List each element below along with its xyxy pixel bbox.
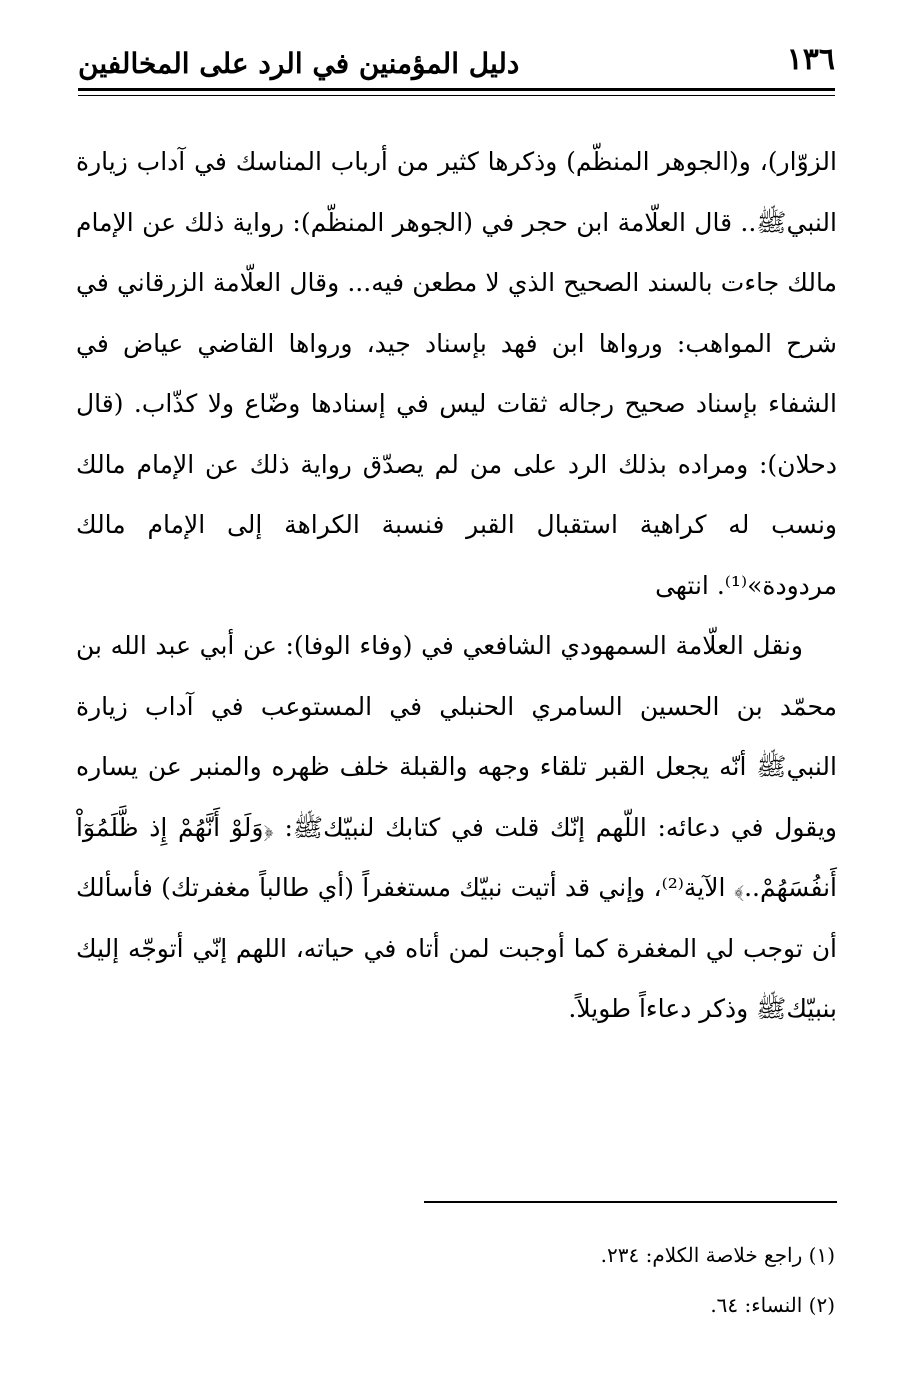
page-number: ١٣٦ (786, 42, 835, 77)
footnote-separator (424, 1201, 837, 1203)
header-rule (78, 88, 835, 91)
paragraph-2 (76, 616, 837, 1040)
header-rule-thin (78, 95, 835, 96)
footnotes (78, 1230, 835, 1330)
footnote-1: (١) راجع خلاصة الكلام: ٢٣٤. (600, 1243, 835, 1267)
page-header (78, 38, 835, 86)
paragraph-1: الزوّار)، و(الجوهر المنظّم) وذكرها كثير من أرباب المناسك في آداب زيارة النبيﷺ.. قال العلّامة ابن حجر في (الجوهر المنظّم): رواية ذلك عن الإمام مالك جاءت بالسند الصحيح الذي لا مطعن فيه... وقال العلّامة الزرقاني في شرح المواهب: ورواها ابن فهد بإسناد جيد، ورواها القاضي عياض في الشفاء بإسناد صحيح رجاله ثقات ليس في إسنادها وضّاع ولا كذّاب. (قال دحلان): ومراده بذلك الرد على من لم يصدّق رواية ذلك عن الإمام مالك ونسب له كراهية استقبال القبر فنسبة الكراهة إلى الإمام مالك مردودة»⁽¹⁾. انتهى (76, 147, 837, 600)
body-text (76, 132, 837, 1040)
paragraph-2-text: ونقل العلّامة السمهودي الشافعي في (وفاء الوفا): عن أبي عبد الله بن محمّد بن الحسين السامري الحنبلي في المستوعب في آداب زيارة النبيﷺ أنّه يجعل القبر تلقاء وجهه والقبلة خلف ظهره والمنبر عن يساره ويقول في دعائه: اللّهم إنّك قلت في كتابك لنبيّكﷺ: ﴿وَلَوْ أَنَّهُمْ إِذ ظَّلَمُوٓاْ أَنفُسَهُمْ..﴾ الآية⁽²⁾، وإني قد أتيت نبيّك مستغفراً (أي طالباً مغفرتك) فأسألك أن توجب لي المغفرة كما أوجبت لمن أتاه في حياته، اللهم إنّي أتوجّه إليك بنبيّكﷺ وذكر دعاءاً طويلاً. (76, 631, 838, 1023)
footnote-2: (٢) النساء: ٦٤. (710, 1293, 835, 1317)
running-title: دليل المؤمنين في الرد على المخالفين (78, 47, 520, 80)
